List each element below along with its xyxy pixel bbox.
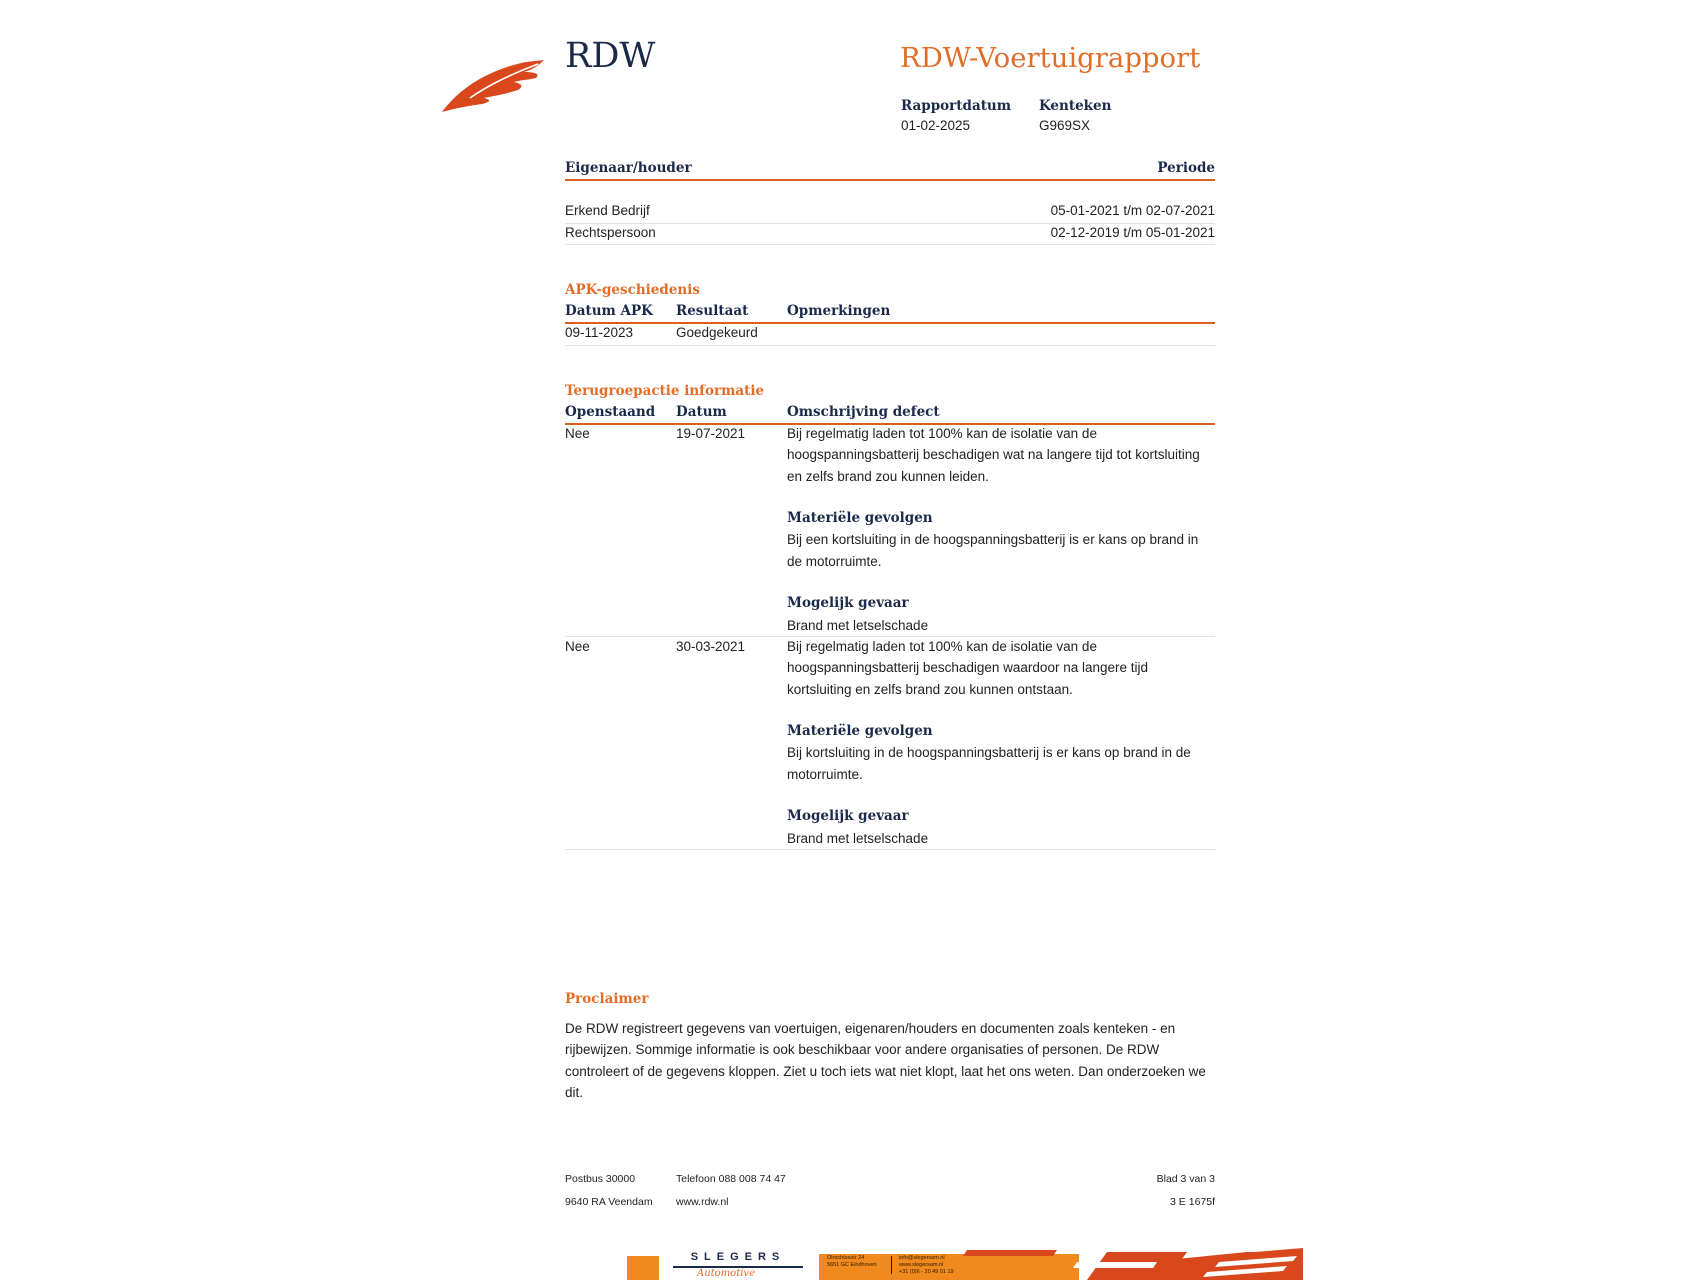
banner-tagline: Automotive	[697, 1268, 755, 1279]
recall-row-2-material: Bij kortsluiting in de hoogspanningsbatterij is er kans op brand in de motorruimte.	[787, 745, 1191, 782]
recall-row-1-date: 19-07-2021	[676, 426, 746, 441]
rdw-feather-logo-icon	[440, 54, 552, 116]
brand-name: RDW	[565, 36, 656, 76]
recall-col-open: Openstaand	[565, 404, 656, 420]
owner-row-2-period: 02-12-2019 t/m 05-01-2021	[1050, 225, 1215, 240]
dealer-banner	[627, 1248, 1305, 1280]
recall-col-date: Datum	[676, 404, 727, 420]
owner-row-2-type: Rechtspersoon	[565, 225, 656, 240]
recall-row-divider	[565, 849, 1215, 850]
recall-row-2-date: 30-03-2021	[676, 639, 746, 654]
footer-postbus: Postbus 30000	[565, 1173, 636, 1185]
owners-col-owner: Eigenaar/houder	[565, 160, 692, 176]
recall-row-1-open: Nee	[565, 426, 590, 441]
recall-row-1-material-label: Materiële gevolgen	[787, 510, 933, 527]
apk-row-divider	[565, 345, 1215, 346]
proclaimer-title: Proclaimer	[565, 991, 649, 1007]
banner-address-2: 5651 GC Eindhoven	[827, 1262, 877, 1268]
apk-col-date: Datum APK	[565, 303, 653, 319]
recall-row-1-material: Bij een kortsluiting in de hoogspanningsbatterij is er kans op brand in de motorruimte.	[787, 532, 1199, 569]
recall-row-2-details	[787, 636, 1207, 849]
proclaimer-text: De RDW registreert gegevens van voertuigen, eigenaren/houders en documenten zoals kenteken - en rijbewijzen. Sommige informatie is ook beschikbaar voor andere organisaties of personen. De RDW controleert of de gegevens kloppen. Ziet u toch iets wat niet klopt, laat het ons weten. Dan onderzoeken we dit.	[565, 1021, 1206, 1100]
footer-phone: Telefoon 088 008 74 47	[676, 1173, 786, 1185]
owners-col-period: Periode	[1157, 160, 1215, 176]
recall-row-1-danger: Brand met letselschade	[787, 617, 929, 633]
recall-row-2-description: Bij regelmatig laden tot 100% kan de isolatie van de hoogspanningsbatterij beschadigen waardoor na langere tijd kortsluiting en zelfs brand zou kunnen ontstaan.	[787, 639, 1149, 697]
recall-row-2-danger-label: Mogelijk gevaar	[787, 808, 909, 825]
banner-left-block	[627, 1256, 659, 1280]
footer-website-link[interactable]: www.rdw.nl	[676, 1196, 729, 1208]
recall-title: Terugroepactie informatie	[565, 383, 765, 399]
apk-col-remarks: Opmerkingen	[787, 303, 891, 319]
apk-title: APK-geschiedenis	[565, 282, 700, 298]
banner-site: www.slegersam.nl	[899, 1262, 944, 1268]
apk-header-rule	[565, 322, 1215, 324]
footer-city: 9640 RA Veendam	[565, 1196, 653, 1208]
recall-row-1-description: Bij regelmatig laden tot 100% kan de isolatie van de hoogspanningsbatterij beschadigen wat na langere tijd tot kortsluiting en zelfs brand zou kunnen leiden.	[787, 426, 1200, 484]
recall-col-description: Omschrijving defect	[787, 404, 940, 420]
recall-row-1-danger-label: Mogelijk gevaar	[787, 595, 909, 612]
apk-row-result: Goedgekeurd	[676, 325, 758, 340]
footer-page-number: Blad 3 van 3	[1156, 1173, 1215, 1185]
apk-col-result: Resultaat	[676, 303, 749, 319]
footer-code: 3 E 1675f	[1170, 1196, 1215, 1208]
owner-row-divider	[565, 223, 1215, 224]
recall-row-2-material-label: Materiële gevolgen	[787, 723, 933, 740]
banner-phone: +31 (0)6 - 20 49 01 19	[899, 1269, 954, 1275]
recall-row-2-open: Nee	[565, 639, 590, 654]
meta-label-plate: Kenteken	[1039, 98, 1112, 114]
report-title: RDW-Voertuigrapport	[900, 42, 1201, 74]
banner-email: info@slegersam.nl	[899, 1255, 945, 1261]
meta-value-date: 01-02-2025	[901, 118, 971, 133]
meta-value-plate: G969SX	[1039, 118, 1091, 133]
recall-row-2-danger: Brand met letselschade	[787, 830, 929, 846]
owner-row-1-period: 05-01-2021 t/m 02-07-2021	[1050, 203, 1215, 218]
banner-brand: SLEGERS	[690, 1251, 786, 1263]
owners-header-rule	[565, 179, 1215, 181]
banner-address-1: Olrochtsestr 24	[827, 1255, 865, 1261]
apk-row-date: 09-11-2023	[565, 325, 634, 340]
banner-stripes-graphic	[957, 1248, 1305, 1280]
owner-row-1-type: Erkend Bedrijf	[565, 203, 650, 218]
meta-label-date: Rapportdatum	[901, 98, 1012, 114]
recall-row-1-details	[787, 423, 1207, 636]
owner-row-divider	[565, 244, 1215, 245]
banner-divider	[891, 1256, 892, 1274]
